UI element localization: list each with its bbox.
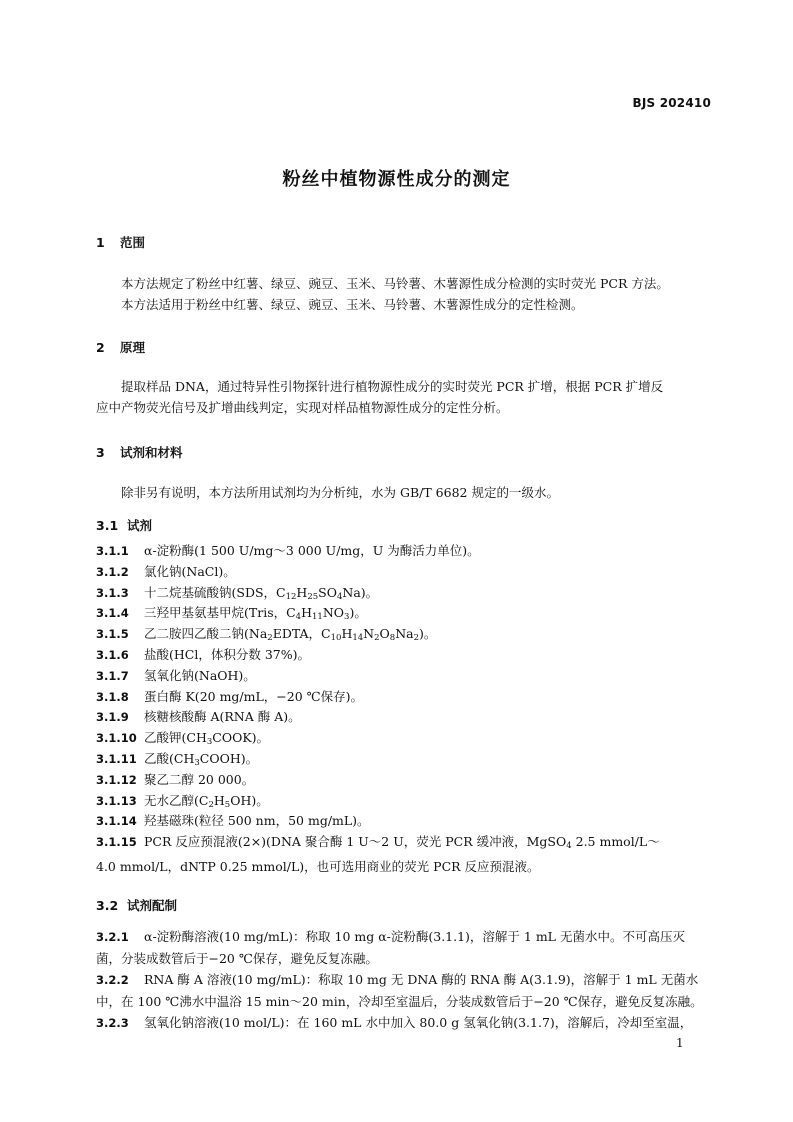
list-item <box>96 687 708 708</box>
item-text: 十二烷基硫酸钠(SDS，$C_{12}H_{25}SO_4Na$)。 <box>144 584 379 602</box>
item-number: 3.1.2 <box>96 564 129 579</box>
list-item <box>96 707 708 728</box>
list-item <box>96 645 708 666</box>
item-number: 3.1.11 <box>96 751 137 766</box>
item-text: RNA 酶 A 溶液(10 mg/mL)：称取 10 mg 无 DNA 酶的 RNA 酶 A(3.1.9)，溶解于 1 mL 无菌水 <box>144 972 699 987</box>
section-title: 试剂和材料 <box>120 445 183 460</box>
item-text: 核糖核酸酶 A(RNA 酶 A)。 <box>144 709 301 725</box>
section-3-intro <box>96 482 708 503</box>
list-item <box>96 791 708 812</box>
paragraph-line: 本方法适用于粉丝中红薯、绿豆、豌豆、玉米、马铃薯、木薯源性成分的定性检测。 <box>121 297 584 312</box>
paragraph-line: 提取样品 DNA，通过特异性引物探针进行植物源性成分的实时荧光 PCR 扩增，根据 PCR 扩增反 <box>121 379 664 394</box>
list-item <box>96 770 708 791</box>
item-number: 3.1.14 <box>96 814 137 829</box>
section-title: 试剂配制 <box>127 898 178 913</box>
list-item <box>96 811 708 832</box>
section-number: 3.1 <box>96 518 119 533</box>
item-text: 三羟甲基氨基甲烷(Tris，$C_4H_{11}NO_3$)。 <box>144 605 367 623</box>
page-number: 1 <box>676 1036 684 1050</box>
section-2-heading <box>96 338 145 356</box>
item-number: 3.2.1 <box>96 930 129 944</box>
item-number: 3.1.1 <box>96 544 129 558</box>
item-text-continued: 菌，分装成数管后于−20 ℃保存，避免反复冻融。 <box>96 951 378 966</box>
page-title: 粉丝中植物源性成分的测定 <box>282 169 511 190</box>
item-text: 聚乙二醇 20 000。 <box>144 771 255 787</box>
section-title: 试剂 <box>127 518 153 533</box>
item-text: 盐酸(HCl，体积分数 37%)。 <box>144 646 310 662</box>
section-1-heading <box>96 233 145 251</box>
section-3-heading <box>96 443 183 461</box>
paragraph-line: 本方法规定了粉丝中红薯、绿豆、豌豆、玉米、马铃薯、木薯源性成分检测的实时荧光 PCR 方法。 <box>121 276 669 291</box>
reagent-list <box>96 541 708 878</box>
list-item <box>96 583 708 604</box>
item-number: 3.1.5 <box>96 627 129 642</box>
item-number: 3.1.4 <box>96 606 129 621</box>
section-3-2-heading <box>96 896 177 914</box>
item-number: 3.2.2 <box>96 973 129 987</box>
section-number: 1 <box>96 235 105 250</box>
list-item <box>96 562 708 583</box>
item-number: 3.1.15 <box>96 835 137 850</box>
section-number: 2 <box>96 340 105 355</box>
item-text: 无水乙醇$(C_2H_5OH)$。 <box>144 792 269 810</box>
list-item <box>96 728 708 749</box>
list-item <box>96 603 708 624</box>
item-number: 3.1.8 <box>96 689 129 704</box>
section-title: 原理 <box>120 340 146 355</box>
list-item <box>96 1012 708 1034</box>
item-number: 3.2.3 <box>96 1016 129 1030</box>
section-2-body <box>96 376 708 418</box>
list-item <box>96 832 708 878</box>
list-item <box>96 749 708 770</box>
item-text: 羟基磁珠(粒径 500 nm，50 mg/mL)。 <box>144 813 370 829</box>
paragraph-line: 应中产物荧光信号及扩增曲线判定，实现对样品植物源性成分的定性分析。 <box>96 400 509 415</box>
item-text: α-淀粉酶溶液(10 mg/mL)：称取 10 mg α-淀粉酶(3.1.1)，溶解于 1 mL 无菌水中。不可高压灭 <box>144 929 685 944</box>
list-item <box>96 969 708 1012</box>
item-number: 3.1.13 <box>96 793 137 808</box>
item-number: 3.1.3 <box>96 585 129 600</box>
list-item <box>96 541 708 562</box>
item-text: PCR 反应预混液(2×)(DNA 聚合酶 1 U～2 U，荧光 PCR 缓冲液，MgSO$_4$ 2.5 mmol/L～ <box>144 834 660 852</box>
item-number: 3.1.12 <box>96 772 137 787</box>
section-title: 范围 <box>120 235 146 250</box>
item-text: α-淀粉酶(1 500 U/mg～3 000 U/mg，U 为酶活力单位)。 <box>144 543 480 558</box>
reagent-preparation-list <box>96 926 708 1034</box>
paragraph-line: 除非另有说明，本方法所用试剂均为分析纯，水为 GB/T 6682 规定的一级水。 <box>121 485 559 500</box>
item-text: 乙酸$(CH_3COOH)$。 <box>144 750 259 768</box>
section-number: 3 <box>96 445 105 460</box>
item-text: 乙酸钾$(CH_3COOK)$。 <box>144 730 270 748</box>
item-text: 氢氧化钠溶液(10 mol/L)：在 160 mL 水中加入 80.0 g 氢氧化钠(3.1.7)，溶解后，冷却至室温， <box>144 1015 693 1030</box>
item-number: 3.1.7 <box>96 668 129 683</box>
item-text: 氯化钠(NaCl)。 <box>144 563 236 579</box>
section-1-body <box>96 273 708 315</box>
list-item <box>96 624 708 645</box>
item-number: 3.1.6 <box>96 647 129 662</box>
item-number: 3.1.9 <box>96 710 129 725</box>
list-item <box>96 666 708 687</box>
item-number: 3.1.10 <box>96 731 137 746</box>
item-text-continued: 4.0 mmol/L，dNTP 0.25 mmol/L)，也可选用商业的荧光 PCR 反应预混液。 <box>96 858 540 874</box>
item-text: 氢氧化钠(NaOH)。 <box>144 667 256 683</box>
item-text: 蛋白酶 K(20 mg/mL，−20 ℃保存)。 <box>144 688 364 704</box>
list-item <box>96 926 708 969</box>
item-text-continued: 中，在 100 ℃沸水中温浴 15 min～20 min，冷却至室温后，分装成数管后于−20 ℃保存，避免反复冻融。 <box>96 994 703 1009</box>
document-code: BJS 202410 <box>632 96 711 110</box>
section-3-1-heading <box>96 516 152 534</box>
item-text: 乙二胺四乙酸二钠($Na_2EDTA$，$C_{10}H_{14}N_2O_8Na_2$)。 <box>144 626 437 644</box>
section-number: 3.2 <box>96 898 119 913</box>
